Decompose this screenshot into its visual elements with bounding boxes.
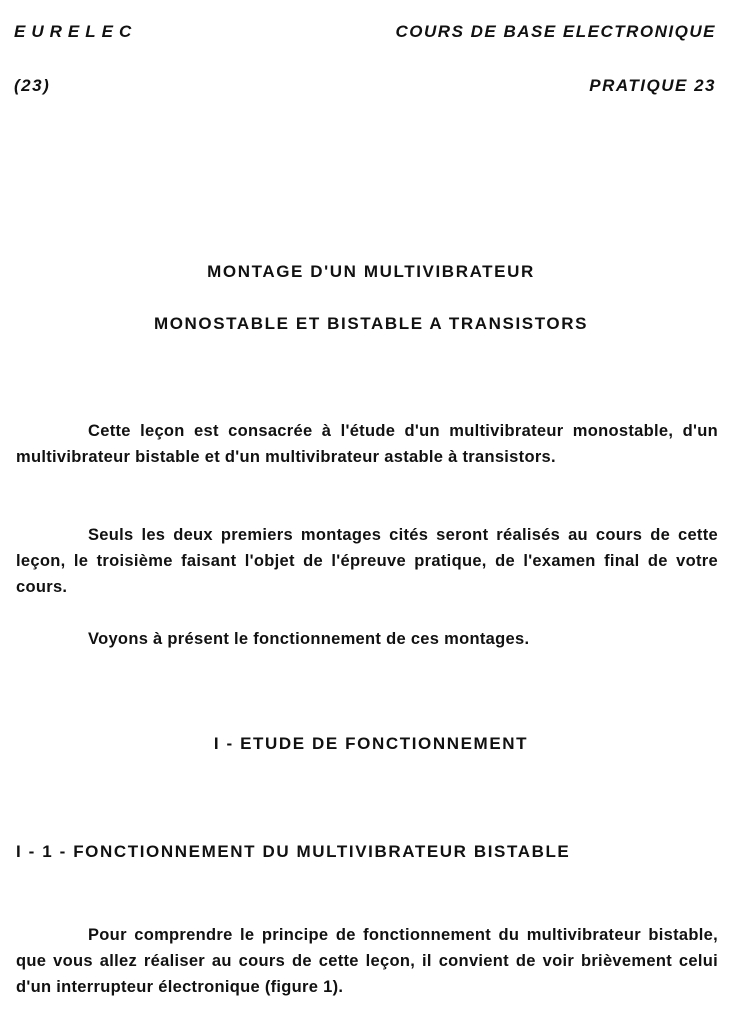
intro-paragraph-3: Voyons à présent le fonctionnement de ces montages. [88,630,530,648]
intro-paragraph-1: Cette leçon est consacrée à l'étude d'un multivibrateur monostable, d'un multivibrateur bistable et d'un multivibrateur astable à transistors. [16,422,718,466]
intro-paragraph-2: Seuls les deux premiers montages cités seront réalisés au cours de cette leçon, le troisième faisant l'objet de l'épreuve pratique, de l'examen final de votre cours. [16,526,718,596]
subsection-heading: I - 1 - FONCTIONNEMENT DU MULTIVIBRATEUR BISTABLE [16,842,571,861]
title-line-1: MONTAGE D'UN MULTIVIBRATEUR [207,262,535,281]
title-line-2: MONOSTABLE ET BISTABLE A TRANSISTORS [153,314,589,333]
header-page-number: (23) [14,76,51,95]
section-heading: I - ETUDE DE FONCTIONNEMENT [213,734,529,753]
header-course-title: COURS DE BASE ELECTRONIQUE [395,22,716,41]
subsection-paragraph-1: Pour comprendre le principe de fonctionnement du multivibrateur bistable, que vous allez réaliser au cours de cette leçon, il convient de voir brièvement celui d'un interrupteur électronique (figure 1). [16,926,718,996]
header-brand: EURELEC [14,22,138,41]
header-section-label: PRATIQUE 23 [589,76,716,95]
